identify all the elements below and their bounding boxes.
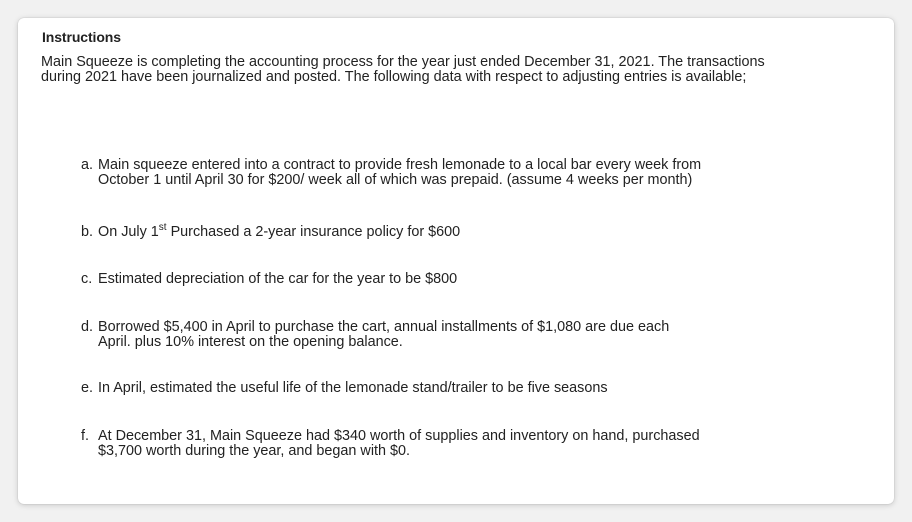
- list-item-c: [81, 272, 457, 287]
- item-letter: a.: [81, 157, 94, 173]
- item-letter: b.: [81, 224, 94, 240]
- item-text-line1: [98, 222, 461, 240]
- item-letter: e.: [81, 380, 94, 396]
- item-text-pre: On July 1: [98, 224, 159, 240]
- item-text-line2: October 1 until April 30 for $200/ week all of which was prepaid. (assume 4 weeks per month): [98, 172, 693, 188]
- item-text-line1: In April, estimated the useful life of the lemonade stand/trailer to be five seasons: [98, 380, 608, 396]
- item-text-line2: $3,700 worth during the year, and began with $0.: [98, 443, 411, 459]
- item-letter: f.: [81, 428, 89, 444]
- intro-paragraph: Main Squeeze is completing the accounting process for the year just ended December 31, 2021. The transactions during 2021 have been journalized and posted. The following data with respect to adjusting entries is available;: [41, 54, 765, 85]
- list-item-d: [81, 320, 669, 350]
- list-item-f: [81, 429, 700, 459]
- list-item-a: [81, 158, 701, 188]
- item-text-line1: Estimated depreciation of the car for the year to be $800: [98, 271, 458, 287]
- instructions-card: [18, 18, 894, 504]
- item-text-line1: Main squeeze entered into a contract to provide fresh lemonade to a local bar every week from: [98, 157, 702, 173]
- list-item-e: [81, 381, 608, 396]
- item-text-post: Purchased a 2-year insurance policy for $600: [166, 224, 461, 240]
- item-text-line1: At December 31, Main Squeeze had $340 worth of supplies and inventory on hand, purchased: [98, 428, 700, 444]
- item-letter: c.: [81, 271, 93, 287]
- ordinal-superscript: st: [158, 222, 167, 233]
- list-item-b: [81, 222, 461, 240]
- item-text-line1: Borrowed $5,400 in April to purchase the cart, annual installments of $1,080 are due each: [98, 319, 670, 335]
- item-text-line2: April. plus 10% interest on the opening balance.: [98, 334, 403, 350]
- item-letter: d.: [81, 319, 94, 335]
- instructions-heading: Instructions: [42, 29, 121, 45]
